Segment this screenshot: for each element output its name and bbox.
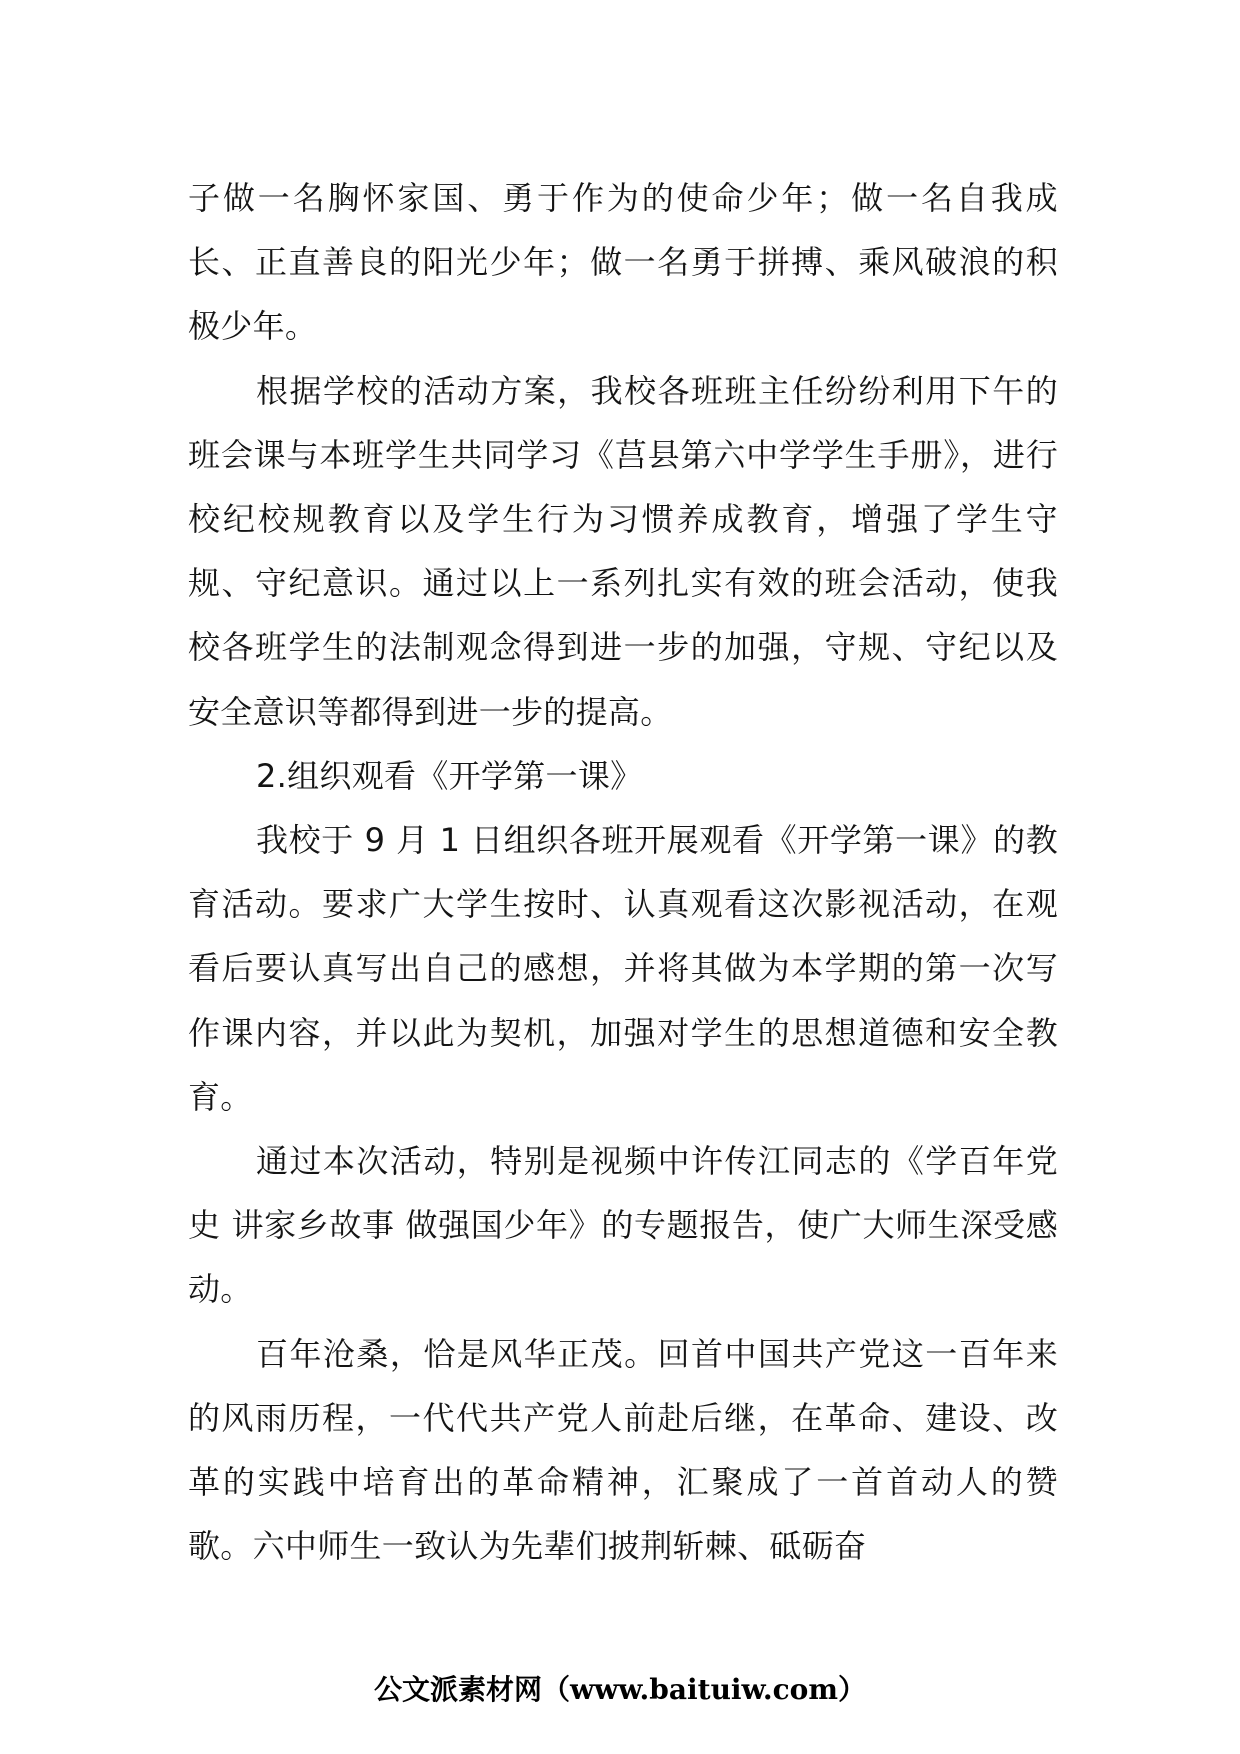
paragraph-5: 百年沧桑，恰是风华正茂。回首中国共产党这一百年来的风雨历程，一代代共产党人前赴后继，在革命、建设、改革的实践中培育出的革命精神，汇聚成了一首首动人的赞歌。六中师生一致认为先辈们披荆斩棘、砥砺奋 bbox=[188, 1334, 1058, 1566]
paragraph-2: 根据学校的活动方案，我校各班班主任纷纷利用下午的班会课与本班学生共同学习《莒县第六中学学生手册》，进行校纪校规教育以及学生行为习惯养成教育，增强了学生守规、守纪意识。通过以上一系列扎实有效的班会活动，使我校各班学生的法制观念得到进一步的加强，守规、守纪以及安全意识等都得到进一步的提高。 bbox=[188, 371, 1058, 731]
paragraph-1: 子做一名胸怀家国、勇于作为的使命少年；做一名自我成长、正直善良的阳光少年；做一名勇于拼搏、乘风破浪的积极少年。 bbox=[188, 179, 1058, 346]
footer-watermark: 公文派素材网（www.baituiw.com） bbox=[374, 1673, 866, 1706]
document-body bbox=[188, 166, 1058, 1578]
section-heading: 2.组织观看《开学第一课》 bbox=[256, 756, 643, 795]
paragraph-3: 我校于 9 月 1 日组织各班开展观看《开学第一课》的教育活动。要求广大学生按时、认真观看这次影视活动，在观看后要认真写出自己的感想，并将其做为本学期的第一次写作课内容，并以此为契机，加强对学生的思想道德和安全教育。 bbox=[188, 821, 1058, 1116]
paragraph-4: 通过本次活动，特别是视频中许传江同志的《学百年党史 讲家乡故事 做强国少年》的专题报告，使广大师生深受感动。 bbox=[188, 1142, 1058, 1309]
